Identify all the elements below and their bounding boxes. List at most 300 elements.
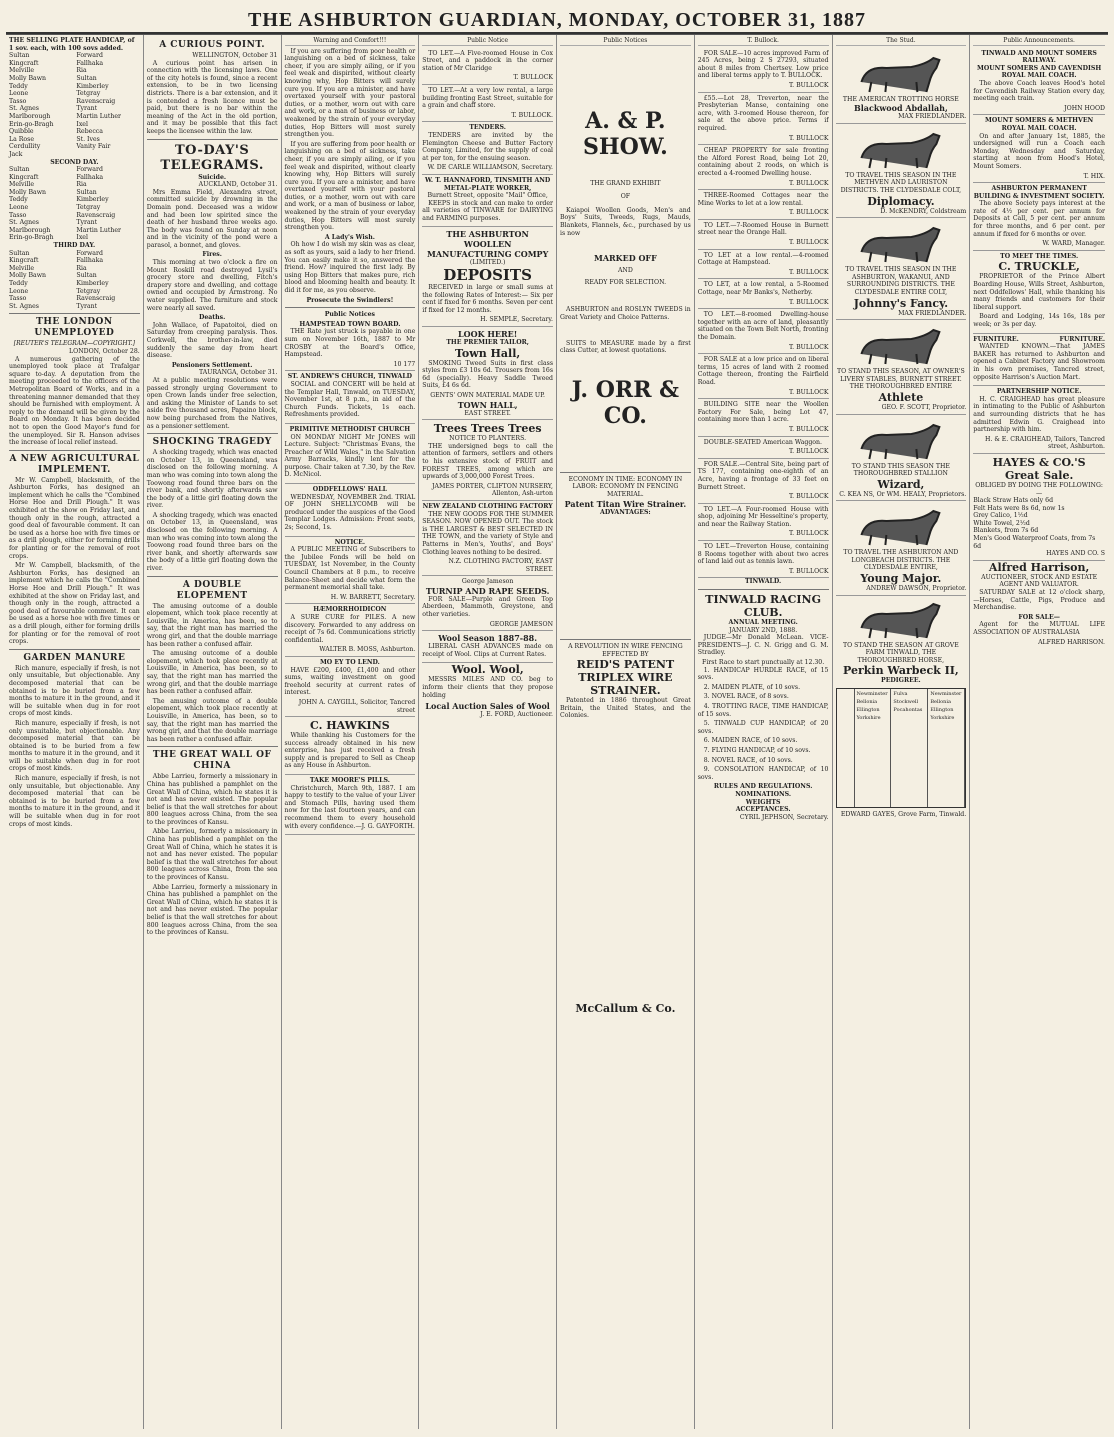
horse-name: Melville [9,181,35,189]
stallion-ad [836,501,967,595]
liver-head: TAKE MOORE'S PILLS. [309,777,390,785]
tailor-title: THE PREMIER TAILOR, [446,339,529,347]
great-sale: Great Sale. [1004,468,1074,482]
elopement-text: The amusing outcome of a double elopement, which took place recently at Louisville, in America, has been, so to say, that the right man has married the wrong girl, and that the double marriage has been rather a confused affair. [146,650,278,696]
triplex-title: TRIPLEX WIRE STRAINER. [578,671,673,698]
methven-text: On and after January 1st, 1885, the undersigned will run a Coach each Monday, Wednesday and Saturday, starting at noon from Hood's Hotel, Mount Somers. [973,132,1105,170]
horse-illustration [836,222,967,264]
property-ad-text: TO LET, at a low rental, a 5-Roomed Cottage, near Mr Banks's, Netherby. [697,281,829,297]
property-ad-sig: T. BULLOCK [788,448,829,456]
horse-name: Ixel [76,120,88,128]
standrews-text: SOCIAL and CONCERT will be held at the Templar Hall, Tinwald, on TUESDAY, November 1st, at 8 p.m., in aid of the Church Funds. Tickets, 1s each. Refreshments provided. [284,380,416,419]
trees-text: THE undersigned begs to call the attention of farmers, settlers and others to his extensive stock of FRUIT and FOREST TREES, among which are upwards of 3,000,000 Forest Trees. [422,442,553,481]
railway-head: TINWALD AND MOUNT SOMERS RAILWAY. [981,49,1097,65]
horse-name: Sultan [9,166,30,174]
manure-headline: GARDEN MANURE [23,652,126,663]
race-heading-3: THIRD DAY. [53,242,96,250]
triplex-text: Patented in 1886 throughout Great Britain, the United States, and the Colonies. [560,697,691,720]
horse-name: Tasso [9,295,27,303]
oddfellows-ad [285,484,416,537]
horse-name: Kingcraft [9,173,39,181]
horse-name: Melville [9,264,35,272]
horse-name: St. Agnes [9,219,39,227]
deposits-text: RECEIVED in large or small sums at the following Rates of Interest:— Six per cent if fixed for 6 months. Seven per cent if fixed for 12 months. [422,284,553,314]
column-7-head: The Stud. [836,37,967,46]
program-head: First Race to start punctually at 12.30. [702,659,825,666]
stallion5-sig: C. KEA NS, Or WM. HEALY, Proprietors. [839,490,967,498]
property-ad [698,399,829,436]
tailor-ad [422,327,553,420]
column-7 [833,35,971,1429]
horse-name: Vanity Fair [76,143,111,151]
truckle-text: PROPRIETOR of the Prince Albert Boarding House, Wills Street, Ashburton, next Oddfellows' Hall, while thanking his many friends and customers for their liberal support. [973,273,1105,311]
horse-name: Fallhaka [76,257,104,265]
horse-name: Marlborough [9,112,51,120]
primitive-head: PRIMITIVE METHODIST CHURCH [289,425,411,433]
horse-illustration [836,419,967,461]
property-ad-text: BUILDING SITE near the Woollen Factory For Sale, being Lot 47, containing more than 1 acre. [697,401,829,424]
column-3 [282,35,420,1429]
settlement-head: Pensioners Settlement. [171,361,253,369]
column-5 [557,35,695,1429]
pedigree-name: Ellington [930,707,954,714]
methven-sig: T. HIX. [1083,172,1105,180]
horse-list [9,166,140,242]
pedigree-table [836,688,967,808]
stallion6-name: Young Major. [860,572,942,586]
nominations: NOMINATIONS. [735,790,792,798]
masthead-title: THE ASHBURTON GUARDIAN, MONDAY, OCTOBER 31, 1887 [248,8,866,31]
goods-text: Kaiapoi Woollen Goods, Men's and Boys' Suits, Tweeds, Rugs, Mauds, Blankets, Flannels, &c., purchased by us is now [560,206,691,237]
obliged: OBLIGED BY DOING THE FOLLOWING:— [975,481,1103,497]
let2-ad [422,85,553,122]
property-ad-sig: T. BULLOCK [788,388,829,396]
turnip-head: TURNIP AND RAPE SEEDS. [425,585,550,596]
horse-name: Molly Bawn [9,272,46,280]
harrison-sub: AUCTIONEER, STOCK AND ESTATE AGENT AND VALUATOR. [981,573,1098,589]
liver-ad [285,775,416,835]
stallion-ad [836,218,967,320]
horse-name: Forward [76,52,103,60]
horse-name: Forward [76,249,103,257]
wool-season-head: Wool Season 1887-88. [438,633,538,644]
building-head: ASHBURTON PERMANENT BUILDING & INVESTMENT SOCIETY. [973,185,1105,200]
pedigree-name: Newminster [856,691,888,698]
railway-ad [973,48,1105,116]
pedigree-name: Bellonia [856,699,878,706]
truckle-rates: Board and Lodging, 14s 16s, 18s per week; or 3s per day. [973,313,1105,328]
horse-name: Martin Luther [76,226,121,234]
stallion6-head: TO TRAVEL THE ASHBURTON AND LONGBEACH DISTRICTS. THE CLYDESDALE ENTIRE, [843,549,959,572]
public-notice-head: Public Notices [324,311,376,319]
friend-head: A Lady's Wish. [324,233,375,241]
horse-name: Quibble [9,128,34,136]
columns [6,34,1108,1429]
wall-text: Abbe Larrieu, formerly a missionary in China has published a pamphlet on the Great Wall of China, which he states it is not and has never existed. The popular belief is that the wall stretches for about 800 leagues across China, from the sea to the provinces of Kansu. [146,828,278,882]
pedigree-label: PEDIGREE. [881,677,921,685]
horse-name: Ria [76,67,87,75]
horse-name: Teddy [9,82,28,90]
race-item: 7. FLYING HANDICAP, of 10 sovs. [703,746,811,754]
stallion-ad [836,598,967,819]
horse-name: Rebecca [76,128,103,136]
column-6 [695,35,833,1429]
tailor-townhall: Town Hall, [454,346,521,360]
elopement-headline: A DOUBLE ELOPEMENT [176,579,248,601]
standrews-head: ST. ANDREW'S CHURCH, TINWALD [287,373,413,381]
property-ad [698,459,829,504]
property-ad-text: TO LET.—7-Roomed House in Burnett street near the Orange Hall. [697,221,829,237]
of-label: OF [620,193,631,201]
woollen-ad [422,227,553,327]
property-ad [698,354,829,399]
stallion3-sig: MAX FRIEDLANDER. [898,309,967,317]
property-ad-sig: T. BULLOCK [788,530,829,538]
wool-text: MESSRS MILES AND CO. beg to inform their clients that they propose holding [422,676,553,699]
pedigree-name: Ellington [856,707,880,714]
horse-name: Fallhaka [76,59,104,67]
horse-name: Tyrant [76,105,98,113]
standrews-ad [285,371,416,424]
property-ad [698,279,829,309]
property-ad-sig: T. BULLOCK [788,134,829,142]
primitive-text: ON MONDAY NIGHT Mr JONES will Lecture. Subject: "Christmas Evans, the Preacher of Wild Wales," in the Salvation Army Barracks, kindly lent for the purpose. Chair taken at 7.30, by the Rev. D. McNicol. [284,433,416,479]
furniture-right: FURNITURE. [1059,335,1105,343]
deaths-head: Deaths. [198,314,226,322]
property-ad [698,93,829,146]
curious-text: A curious point has arisen in connection with the licensing laws. One of the city hotels is found, since a recent extension, to be in two licensing districts. There is a bar extension, and it is contended a fresh licence must be paid, but there is no bar within the meaning of the Act in the old portion, and it may be possible that this fact keeps the licensee within the law. [146,59,278,135]
column-1 [6,35,144,1429]
race-item: 3. NOVEL RACE, of 8 sovs. [703,693,789,701]
suicide-text: Mrs Emma Field, Alexandra street, committed suicide by drowning in the Domain pond. Deceased was a widow and had been low spirited since the death of her husband three weeks ago. The body was found on Sunday at noon and in the vicinity of the pond were a parasol, a bonnet, and gloves. [146,188,278,249]
pedigree-name: Yorkshire [856,715,881,722]
unemployed-dateline: LONDON, October 28. [69,347,140,355]
wool-season-ad [422,631,553,663]
deposits-title: DEPOSITS [443,266,532,285]
revolution: A REVOLUTION IN WIRE FENCING [568,643,683,651]
horse-name: St. Agnes [9,105,39,113]
horse-illustration [836,598,967,640]
sale-item: Felt Hats were 8s 6d, now 1s [973,504,1065,512]
tweeds-text: ASHBURTON and ROSLYN TWEEDS in Great Variety and Choice Patterns. [560,306,691,321]
notice-text: A PUBLIC MEETING of Subscribers to the Jubilee Fonds will be held on TUESDAY, 1st November, in the County Council Chambers at 8 p.m., to receive Balance-Sheet and decide what form the permanent memorial shall take. [284,546,416,592]
pedigree-side [837,689,855,807]
methven-head: MOUNT SOMERS & METHVEN ROYAL MAIL COACH. [985,117,1094,132]
stallion1-head: THE AMERICAN TROTTING HORSE [842,95,959,103]
let1-ad [422,48,553,85]
property-ad-text: DOUBLE-SEATED American Waggon. [703,438,822,446]
furniture-labels [973,336,1105,344]
advantages: ADVANTAGES: [600,508,651,516]
horse-name: Ravenscraig [76,211,116,219]
annual-meeting: ANNUAL MEETING. [728,619,798,627]
pedigree-name: Pocahontas [893,707,923,714]
let2-text: TO LET.—At a very low rental, a large building fronting East Street, suitable for a grain and chaff store. [422,86,553,110]
implement-headline: A NEW AGRICULTURAL IMPLEMENT. [9,453,140,475]
horse-name: Ravenscraig [76,295,116,303]
hannaford-ad [422,175,553,228]
horse-name: Jack [9,150,23,158]
horse-name: Tasso [9,97,27,105]
horse-name: Ria [76,181,87,189]
trees-sig: JAMES PORTER, CLIFTON NURSERY, Allenton, Ash-urton [432,482,553,498]
planters: NOTICE TO PLANTERS. [449,435,527,443]
horse-illustration [836,52,967,94]
stallion-ad [836,124,967,218]
money-text: HAVE £200, £400, £1,400 and other sums, waiting investment on good freehold security at current rates of interest. [284,666,416,697]
woollen-head: THE ASHBURTON WOOLLEN MANUFACTURING COMPY [426,229,549,260]
stallion1-sig: MAX FRIEDLANDER. [898,113,967,121]
partnership-head: PARTNERSHIP NOTICE. [996,388,1082,396]
hawkins-ad [285,717,416,775]
swindlers-head: Prosecute the Swindlers! [306,296,394,304]
property-ad-text: TO LET.—A Four-roomed House with shop, adjoining Mr Hesseltine's property, and near the Railway Station. [697,505,829,528]
property-ad [698,48,829,93]
haemorrhoid-sig: WALTER B. MOSS, Ashburton. [319,646,416,654]
horse-name: Kimberley [76,82,109,90]
craighead-sig: H. & E. CRAIGHEAD, Tailors, Tancred street, Ashburton. [984,435,1105,451]
hampstead-no: 10 177 [393,360,416,368]
property-ad-sig: T. BULLOCK [788,493,829,501]
race-item: 6. MAIDEN RACE, of 10 sovs. [703,737,798,745]
money-ad [285,657,416,717]
column-6-head: T. Bullock. [698,37,829,46]
horse-name: Fallhaka [76,173,104,181]
building-ad [973,183,1105,251]
coach-text: The above Coach leaves Hood's hotel for Cavendish Railway Station every day, meeting each train. [973,79,1105,103]
horse-name: Cerdullity [9,143,41,151]
property-ad-text: TO LET at a low rental.—4-roomed Cottage at Hampstead. [697,251,829,267]
property-ad-text: CHEAP PROPERTY for sale fronting the Alford Forest Road, being Lot 20, containing about 2 roods, on which is erected a 4-roomed Dwelling house. [697,147,829,177]
trees-ad [422,420,553,501]
elopement-text: The amusing outcome of a double elopement, which took place recently at Louisville, in America, has been, so to say, that the right man has married the wrong girl, and that the double marriage has been rather a confused affair. [146,602,278,648]
trees-title: Trees Trees Trees [433,422,542,436]
tenders-ad [422,122,553,175]
horse-illustration [836,505,967,547]
horse-list [9,250,140,311]
horse-name: Marlborough [9,226,51,234]
let1-text: TO LET.—A Five-roomed House in Cox Street, and a paddock in the corner station of Mr Claridge [422,49,553,72]
column-8 [970,35,1108,1429]
tenders-sig: W. DE CARLE WILLIAMSON, Secretary. [427,164,553,172]
mccallum-title: McCallum & Co. [575,1002,676,1016]
show-title: A. & P. SHOW. [582,107,668,160]
stallion-ad [836,320,967,414]
turnip-text: FOR SALE—Purple and Green Top Aberdeen, Mammoth, Greystone, and other varieties. [422,595,553,619]
curious-headline: A CURIOUS POINT. [159,40,266,50]
property-ad-text: FOR SALE at a low price and on liberal terms, 15 acres of land with 2 roomed Cottage thereon, fronting the Fairfield Road. [697,356,829,386]
economy-text: ECONOMY IN TIME: ECONOMY IN LABOR: ECONOMY IN FENCING MATERIAL. [568,475,683,498]
horse-name: Ravenscraig [76,97,116,105]
hannaford-name: W. T. HANNAFORD, TINSMITH AND METAL-PLATE WORKER, [424,176,551,192]
patent-title: Patent Titan Wire Strainer. [564,498,687,509]
race-item: 4. TROTTING RACE, TIME HANDICAP, of 15 sovs. [697,702,829,718]
hannaford-text: KEEPS in stock and can make to order all varieties of TINWARE for DAIRYING and FARMING purposes. [422,199,553,222]
rules-head: RULES AND REGULATIONS. [713,783,813,791]
cyril-sig: CYRIL JEPHSON, Secretary. [739,813,829,821]
horse-name: Leone [9,90,29,98]
column-2 [144,35,282,1429]
implement-text: Mr W. Campbell, blacksmith, of the Ashburton Forks, has designed an implement which he calls the "Combined Horse Hoe and Drill Plough." It was exhibited at the show on Friday last, and though only in the rough, attracted a good deal of favourable comment. It can be used as a horse hoe with five times or as a drill plough, either for forming drills for planting or for the removal of root crops. [9,562,140,646]
bitters-text: If you are suffering from poor health or languishing on a bed of sickness, take cheer, if you are simply ailing, or if you feel weak and dispirited, without clearly knowing why, Hop Bitters will surely cure you. If you are a minister, and have overtaxed yourself with your pastoral duties, or a mother, worn out with care and work, or a man of business or labor, weakened by the strain of your everyday duties, Hop Bitters will most surely strengthen you. [284,47,416,139]
liver-text: Christchurch, March 9th, 1887. I am happy to testify to the value of your Liver and Stomach Pills, having used them now for the last fourteen years, and can recommend them to every household with every confidence.—J. G. GAYFORTH. [284,784,416,830]
tailor-gents: GENTS' OWN MATERIAL MADE UP. [430,392,546,399]
stallion7-name: Perkin Warbeck II, [843,664,959,678]
property-ad-sig: T. BULLOCK [788,343,829,351]
effected: EFFECTED BY [602,650,649,658]
pedigree-column [855,689,892,807]
coach-head: MOUNT SOMERS AND CAVENDISH ROYAL MAIL COACH. [977,64,1102,80]
race-item: 1. HANDICAP HURDLE RACE, of 15 sovs. [697,666,829,682]
stallion4-name: Athlete [878,390,924,404]
tenders-head: TENDERS. [469,124,506,132]
and-label: AND [617,267,633,275]
horse-name: Leone [9,287,29,295]
manure-text: Rich manure, especially if fresh, is not only unsuitable, but objectionable. Any decomposed material that can be obtained is to be buried from a few months to mature it in the ground, and it will be suitable when dug in for root crops of most kinds. [9,775,140,828]
race-heading-2: SECOND DAY. [50,158,99,166]
horse-name: St. Ives [76,135,100,143]
clothing-head: NEW ZEALAND CLOTHING FACTORY [422,502,553,510]
harrison-sig: ALFRED HARRISON. [1038,638,1105,646]
horse-illustration [836,324,967,366]
judge-text: JUDGE—Mr Donald McLean. VICE-PRESIDENTS—J. C. N. Grigg and G. M. Stradley. [697,634,829,657]
wall-text: Abbe Larrieu, formerly a missionary in China has published a pamphlet on the Great Wall of China, which he states it is not and has never existed. The popular belief is that the wall stretches for about 800 leagues across China, from the sea to the provinces of Kansu. [146,883,278,937]
hawkins-text: While thanking his Customers for the success already obtained in his new enterprise, has just received a fresh supply and is prepared to Sell as Cheap as any House in Ashburton. [284,732,416,770]
turnip-sig: GEORGE JAMESON [489,620,553,628]
horse-illustration [836,128,967,170]
horse-name: Sultan [76,74,97,82]
horse-name: Tetgray [76,90,101,98]
bitters-head: Warning and Comfort!!! [285,37,416,46]
turnip-ad [422,576,553,631]
bitters-text: If you are suffering from poor health or languishing on a bed of sickness, take cheer, if you are simply ailing, or if you feel weak and dispirited, without clearly knowing why, Hop Bitters will surely cure you. If you are a minister, and have overtaxed yourself with your pastoral duties, or a mother, worn out with care and work, or a man of business or labor, weakened by the strain of your everyday duties, Hop Bitters will most surely strengthen you. [284,140,416,232]
agent-text: Agent for the MUTUAL LIFE ASSOCIATION OF AUSTRALASIA [973,621,1105,636]
sale-item: Men's Good Waterproof Coats, from 7s 6d [973,535,1096,550]
property-ad [698,437,829,459]
pedigree-column [891,689,928,807]
hampstead-text: THE Rate just struck is payable in one sum on November 16th, 1887 to Mr CROSBY at the Board's Office, Hampstead. [284,328,416,359]
truckle-ad [973,251,1105,334]
horse-name: Sultan [76,188,97,196]
masthead [6,8,1108,34]
wall-text: Abbe Larrieu, formerly a missionary in China has published a pamphlet on the Great Wall of China, which he states it is not and has never existed. The popular belief is that the wall stretches for about 800 leagues across China, from the sea to the provinces of Kansu. [146,773,278,826]
telegrams-headline: TO-DAY'S TELEGRAMS. [160,142,264,173]
furniture-left: FURNITURE. [973,335,1019,343]
suits-text: SUITS to MEASURE made by a first class Cutter, at lowest quotations. [560,339,691,355]
pedigree-name: Bellonia [930,699,951,706]
stallion7-head: TO STAND THE SEASON AT GROVE FARM TINWALD, THE THOROUGHBRED HORSE, [843,641,959,664]
column-4-head: Public Notice [422,37,553,46]
horse-name: Tetgray [76,204,101,212]
horse-list [9,52,140,158]
horse-name: Sultan [9,249,30,257]
pedigree-name: Stockwell [893,699,919,706]
unemployed-headline: THE LONDON UNEMPLOYED [34,317,115,339]
suicide-head: Suicide. [198,173,227,181]
horse-name: Erin-go-Bragh [9,234,54,242]
sale-item: Grey Calico, 1½d [973,512,1028,520]
oddfellows-text: WEDNESDAY, NOVEMBER 2nd. TRIAL OF JOHN SHELLYCOMB will be produced under the auspices of the Good Templar Lodges. Admission: Front seats, 2s; Second, 1s. [284,493,416,532]
hawkins-head: C. HAWKINS [310,719,390,733]
wool-season-text: LIBERAL CASH ADVANCES made on receipt of Wool. Clips at Current Rates. [422,643,553,658]
property-ad-text: FOR SALE.—Central Site, being part of TS 177, containing one-eighth of an Acre, having a frontage of 33 feet on Burnett Street. [697,460,829,491]
race-date: JANUARY 2ND, 1888. [729,626,798,634]
race-list [698,667,829,782]
sale-item: Black Straw Hats only 6d [973,497,1054,505]
grand-exhibit: THE GRAND EXHIBIT [590,179,661,187]
shocking-text: A shocking tragedy, which was enacted on October 13, in Queensland, was disclosed on the following morning. A man who was coming into town along the Toowong road found three bars on the river bank, and shortly afterwards saw the body of a little girl floating down the river. [146,511,278,573]
horse-name: Kingcraft [9,257,39,265]
property-ad [698,250,829,280]
property-ad-text: £55.—Lot 28, Treverton, near the Presbyterian Manse, containing one acre, with 3-roomed House thereon, for sale at the above price. Terms if required. [697,94,829,132]
property-ad-sig: T. BULLOCK [788,298,829,306]
racing-title: TINWALD RACING CLUB. [705,593,821,620]
horse-name: Forward [76,166,103,174]
race-item: 8. NOVEL RACE, of 10 sovs. [703,756,793,764]
horse-name: Martin Luther [76,112,121,120]
townhall2: TOWN HALL, [457,399,518,410]
horse-name: Ixel [76,234,88,242]
furniture-ad [973,334,1105,387]
tenders-text: TENDERS are invited by the Flemington Cheese and Butter Factory Company, Limited, for the supply of coal at per ton, for the ensuing season. [422,131,553,162]
stallion5-name: Wizard, [877,477,925,491]
money-head: MO EY TO LEND. [319,658,380,666]
property-ad [698,504,829,541]
manure-text: Rich manure, especially if fresh, is not only unsuitable, but objectionable. Any decomposed material that can be obtained is to be buried from a few months to mature it in the ground, and it will be suitable when dug in for root crops of most kinds. [9,719,140,773]
pedigree-name: Yorkshire [930,715,955,722]
column-5-head: Public Notices [560,37,691,46]
haemorrhoid-head: HÆMORRHOIDICON [313,606,387,614]
friend-text: Oh how I do wish my skin was as clear, as soft as yours, said a lady to her friend. You can easily make it so, answered the friend. How? inquired the first lady. By using Hop Bitters that makes pure, rich blood and blooming health and beauty. It did it for me, as you observe. [284,241,416,294]
tailor-text: SMOKING Tweed Suits in first class styles from £3 10s 6d. Trousers from 16s 6d (specially). Heavy Saddle Tweed Suits, £4 6s 6d. [422,359,553,390]
settlement-text: At a public meeting resolutions were passed strongly urging Government to open Crown lands under free selection, and asking the Minister of Lands to set aside five thousand acres, Papaino block, now being purchased from the Natives, as a pensioner settlement. [146,376,278,430]
stallion4-sig: GEO. F. SCOTT, Proprietor. [881,403,967,411]
sale-item: Blankets, from 7s 6d [973,527,1039,535]
shocking-headline: SHOCKING TRAGEDY [152,437,272,448]
stallion-ad [836,48,967,124]
race-item: 5. TINWALD CUP HANDICAP, of 20 sovs. [697,720,829,735]
stallion4-head: TO STAND THIS SEASON, AT OWNER'S LIVERY STABLES, BURNETT STREET. THE THOROUGHBRED ENTIRE [836,368,965,391]
horse-name: Molly Bawn [9,188,46,196]
stallion6-sig: ANDREW DAWSON, Proprietor. [866,585,967,593]
horse-name: Molly Bawn [9,74,46,82]
manure-text: Rich manure, especially if fresh, is not only unsuitable, but objectionable. Any decomposed material that can be obtained is to be buried from a few months to mature it in the ground, and it will be suitable when dug in for root crops of most kinds. [9,664,140,718]
pedigree-name: Newminster [930,691,962,698]
notice-sig: H. W. BARRETT, Secretary. [330,593,416,601]
wool-sig: J. E. FORD, Auctioneer. [480,711,553,719]
for-sale: FOR SALE— [1018,613,1060,621]
eaststreet: EAST STREET. [464,409,511,417]
unemployed-text: A numerous gathering of the unemployed took place at Trafalgar square to-day. A deputation from the meeting proceeded to the officers of the Metropolitan Board of Works, and in a threatening manner demanded that they should be furnished with employment. A reply to the demand will be given by the Board on Monday. It has been decided not to open the Good Mayor's fund for the unemployed. Sir R. Hanson advises the increase of local relief instead. [9,355,140,447]
horse-name: Sultan [9,52,30,60]
column-8-head: Public Announcements. [973,37,1105,46]
money-sig: JOHN A. CAYGILL, Solicitor, Tancred street [298,698,416,714]
local-auction: Local Auction Sales of Wool [425,701,550,712]
shocking-text: A shocking tragedy, which was enacted on October 13, in Queensland, was disclosed on the following morning. A man who was coming into town along the Toowong road found three bars on the river bank, and shortly afterwards saw the body of a little girl floating down the river. [146,449,278,510]
property-ad [698,220,829,250]
property-ad-text: TO LET.—8-roomed Dwelling-house together with an acre of land, pleasantly situated on the Town Belt North, fronting the Domain. [697,311,829,341]
stallion3-head: TO TRAVEL THIS SEASON IN THE ASHBURTON, WAKANUI, AND SURROUNDING DISTRICTS. THE CLYDESDALE ENTIRE COLT, [845,266,957,296]
partnership-text: H. C. CRAIGHEAD has great pleasure in intimating to the Public of Ashburton and surrounding districts that he has admitted Edwin G. Craighead into partnership with him. [973,395,1105,434]
acceptances: ACCEPTANCES. [735,806,791,814]
property-ad [698,190,829,220]
property-ad-sig: T. BULLOCK [788,209,829,217]
property-ad-sig: T. BULLOCK [788,425,829,433]
horse-name: Teddy [9,280,28,287]
notice-head: NOTICE. [334,538,366,546]
truckle-name: C. TRUCKLE, [998,260,1080,274]
horse-name: Melville [9,67,35,75]
